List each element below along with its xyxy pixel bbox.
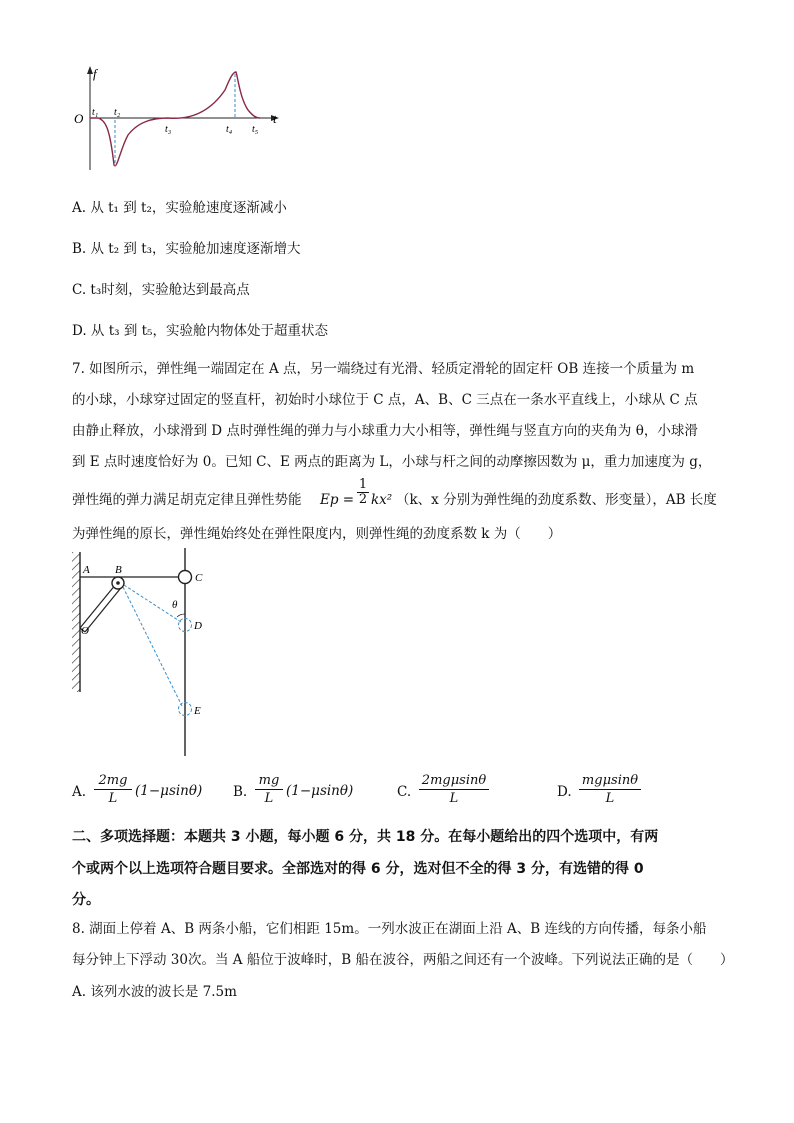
label-b: B bbox=[115, 564, 122, 576]
tick-t5: t₅ bbox=[252, 124, 259, 135]
section2-line-2: 个或两个以上选项符合题目要求。全部选对的得 6 分，选对但不全的得 3 分，有选错的得 0 bbox=[72, 861, 644, 877]
f-t-graph bbox=[70, 60, 290, 185]
q7-option-a-fraction bbox=[94, 772, 132, 807]
q7-line-2: 的小球，小球穿过固定的竖直杆，初始时小球位于 C 点，A、B、C 三点在一条水平直线上，小球从 C 点 bbox=[72, 392, 698, 408]
tick-t2: t₂ bbox=[114, 107, 121, 118]
q7-option-b-letter: B. bbox=[233, 784, 248, 800]
label-e: E bbox=[194, 705, 201, 717]
q7-option-a-den: L bbox=[108, 791, 118, 806]
label-d: D bbox=[194, 620, 202, 632]
q7-line-1: 7. 如图所示，弹性绳一端固定在 A 点，另一端绕过有光滑、轻质定滑轮的固定杆 OB 连接一个质量为 m bbox=[72, 361, 695, 377]
q7-line-4: 到 E 点时速度恰好为 0。已知 C、E 两点的距离为 L，小球与杆之间的动摩擦因数为 μ，重力加速度为 g， bbox=[72, 454, 712, 470]
q8-line-2: 每分钟上下浮动 30次。当 A 船位于波峰时，B 船在波谷，两船之间还有一个波峰。下列说法正确的是（ ） bbox=[72, 952, 734, 968]
tick-t3: t₃ bbox=[165, 124, 172, 135]
q7-option-d-num: mgμsinθ bbox=[581, 773, 639, 788]
q7-option-a-num: 2mg bbox=[98, 773, 128, 788]
q7-option-b-num: mg bbox=[258, 773, 280, 788]
tick-t4: t₄ bbox=[226, 124, 233, 135]
q6-option-d: D. 从 t₃ 到 t₅，实验舱内物体处于超重状态 bbox=[72, 323, 328, 339]
q7-line-6: 为弹性绳的原长，弹性绳始终处在弹性限度内，则弹性绳的劲度系数 k 为（ ） bbox=[72, 526, 562, 542]
q7-option-c-fraction bbox=[419, 772, 489, 807]
label-a: A bbox=[83, 564, 90, 576]
section2-line-3: 分。 bbox=[72, 892, 100, 908]
q7-option-b-fraction bbox=[255, 772, 283, 807]
q6-option-a: A. 从 t₁ 到 t₂，实验舱速度逐渐减小 bbox=[72, 200, 287, 216]
q7-ep: Ep = bbox=[320, 492, 355, 508]
q8-option-a: A. 该列水波的波长是 7.5m bbox=[72, 984, 237, 1000]
pulley-figure bbox=[68, 548, 228, 758]
q6-option-c: C. t₃时刻，实验舱达到最高点 bbox=[72, 282, 250, 298]
half-num: 1 bbox=[358, 477, 368, 492]
q8-line-1: 8. 湖面上停着 A、B 两条小船，它们相距 15m。一列水波正在湖面上沿 A、B 连线的方向传播，每条小船 bbox=[72, 921, 707, 937]
q7-option-c-num: 2mgμsinθ bbox=[421, 773, 487, 788]
q7-option-d-fraction bbox=[579, 772, 641, 807]
label-theta: θ bbox=[172, 599, 178, 611]
q7-option-d-letter: D. bbox=[557, 784, 572, 800]
q7-option-c-letter: C. bbox=[397, 784, 412, 800]
q7-line-5-post: （k、x 分别为弹性绳的劲度系数、形变量），AB 长度 bbox=[396, 492, 717, 508]
label-o: O bbox=[81, 625, 89, 637]
origin-label: O bbox=[74, 111, 84, 126]
q6-option-b: B. 从 t₂ 到 t₃，实验舱加速度逐渐增大 bbox=[72, 241, 301, 257]
q7-option-d-den: L bbox=[605, 791, 615, 806]
q7-option-b-tail: (1−μsinθ) bbox=[286, 783, 354, 799]
tick-t1: t₁ bbox=[92, 107, 99, 118]
q7-half-fraction bbox=[357, 478, 369, 507]
q7-option-b-den: L bbox=[264, 791, 274, 806]
label-c: C bbox=[195, 572, 203, 584]
section2-line-1: 二、多项选择题：本题共 3 小题，每小题 6 分，共 18 分。在每小题给出的四个选项中，有两 bbox=[72, 829, 659, 845]
q7-line-5-pre: 弹性绳的弹力满足胡克定律且弹性势能 bbox=[72, 492, 302, 508]
t-axis-label: t bbox=[273, 111, 277, 126]
q7-option-a-letter: A. bbox=[72, 784, 87, 800]
q7-option-c-den: L bbox=[449, 791, 459, 806]
q7-option-a-tail: (1−μsinθ) bbox=[135, 783, 203, 799]
f-axis-label: f bbox=[93, 66, 97, 81]
q7-kx2: kx² bbox=[371, 492, 393, 508]
q7-line-3: 由静止释放，小球滑到 D 点时弹性绳的弹力与小球重力大小相等，弹性绳与竖直方向的夹角为 θ，小球滑 bbox=[72, 423, 698, 439]
half-den: 2 bbox=[358, 492, 368, 507]
